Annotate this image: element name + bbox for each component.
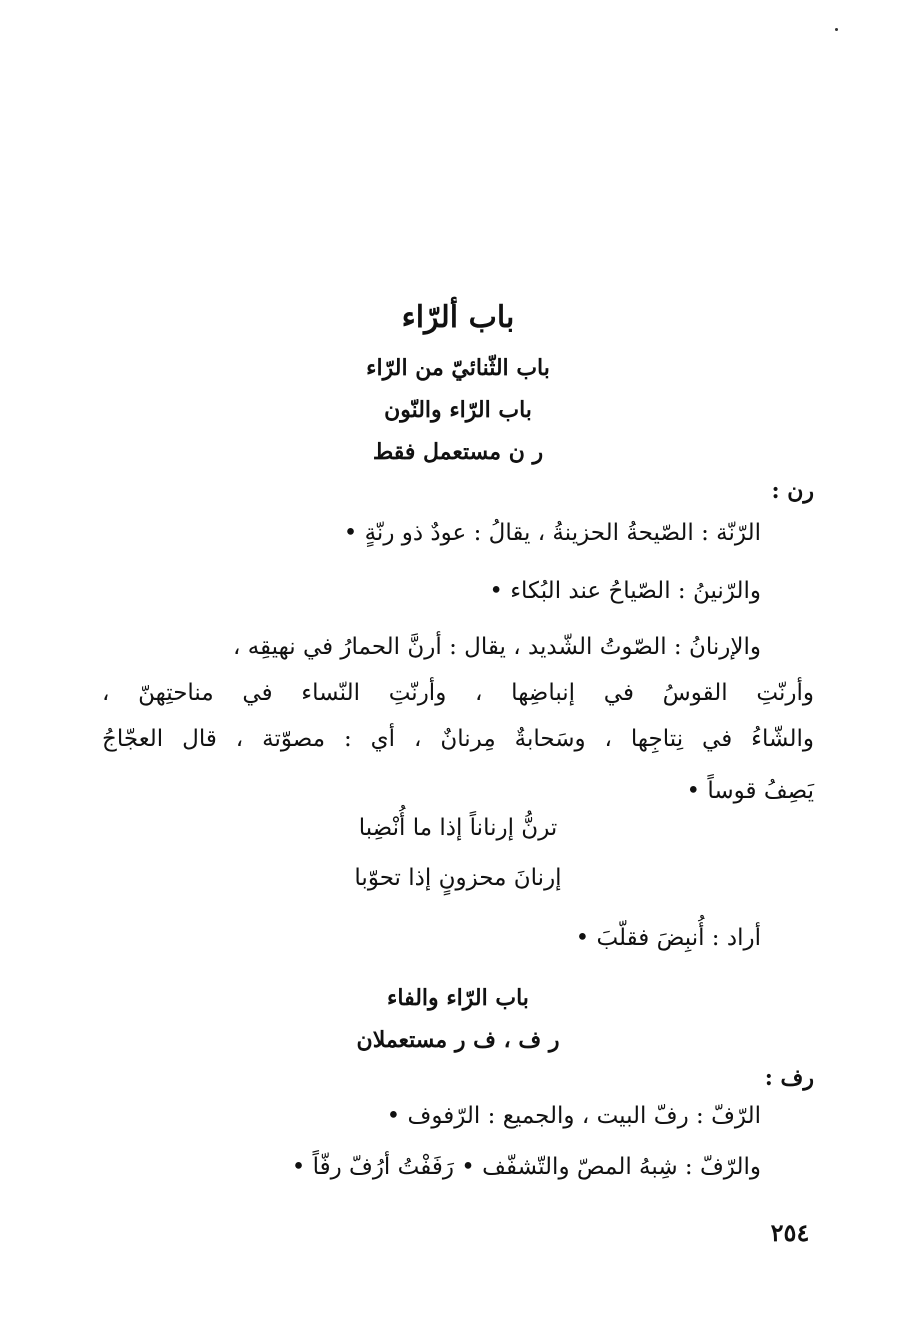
text-line: والإرنانُ : الصّوتُ الشّديد ، يقال : أرنَّ الحمارُ في نهيقِه ،	[232, 634, 761, 660]
entry-label: رف :	[764, 1065, 814, 1091]
text-line: والرّفّ : شِبهُ المصّ والتّشفّف • رَفَفْتُ أرُفّ رفّاً •	[291, 1154, 761, 1180]
verse-line: ترنُّ إرناناً إذا ما أُنْضِبا	[358, 815, 558, 841]
section-heading: باب الرّاء والفاء	[387, 985, 529, 1011]
section-heading: باب الثّنائيّ من الرّاء	[366, 355, 550, 381]
text-line: والشّاءُ في نِتاجِها ، وسَحابةٌ مِرنانٌ ، أي : مصوّتة ، قال العجّاجُ	[102, 726, 814, 752]
text-line: الرّفّ : رفّ البيت ، والجميع : الرّفوف •	[386, 1103, 761, 1129]
section-heading: ر ف ، ف ر مستعملان	[356, 1027, 560, 1053]
section-heading: ر ن مستعمل فقط	[372, 439, 544, 465]
text-line: يَصِفُ قوساً •	[686, 778, 814, 804]
page-number: ٢٥٤	[770, 1218, 810, 1247]
entry-label: رن :	[771, 478, 814, 504]
text-line: الرّنّة : الصّيحةُ الحزينةُ ، يقالُ : عودٌ ذو رنّةٍ •	[343, 520, 761, 546]
text-line: أراد : أُنبِضَ فقلّبَ •	[575, 925, 761, 951]
chapter-title: باب ألرّاء	[401, 300, 515, 335]
text-line: والرّنينُ : الصّياحُ عند البُكاء •	[489, 578, 761, 604]
corner-mark	[835, 28, 838, 31]
text-line: وأرنّتِ القوسُ في إنباضِها ، وأرنّتِ النّساء في مناحتِهنّ ،	[102, 680, 814, 706]
verse-line: إرنانَ محزونٍ إذا تحوّبا	[354, 865, 562, 891]
section-heading: باب الرّاء والنّون	[384, 397, 532, 423]
